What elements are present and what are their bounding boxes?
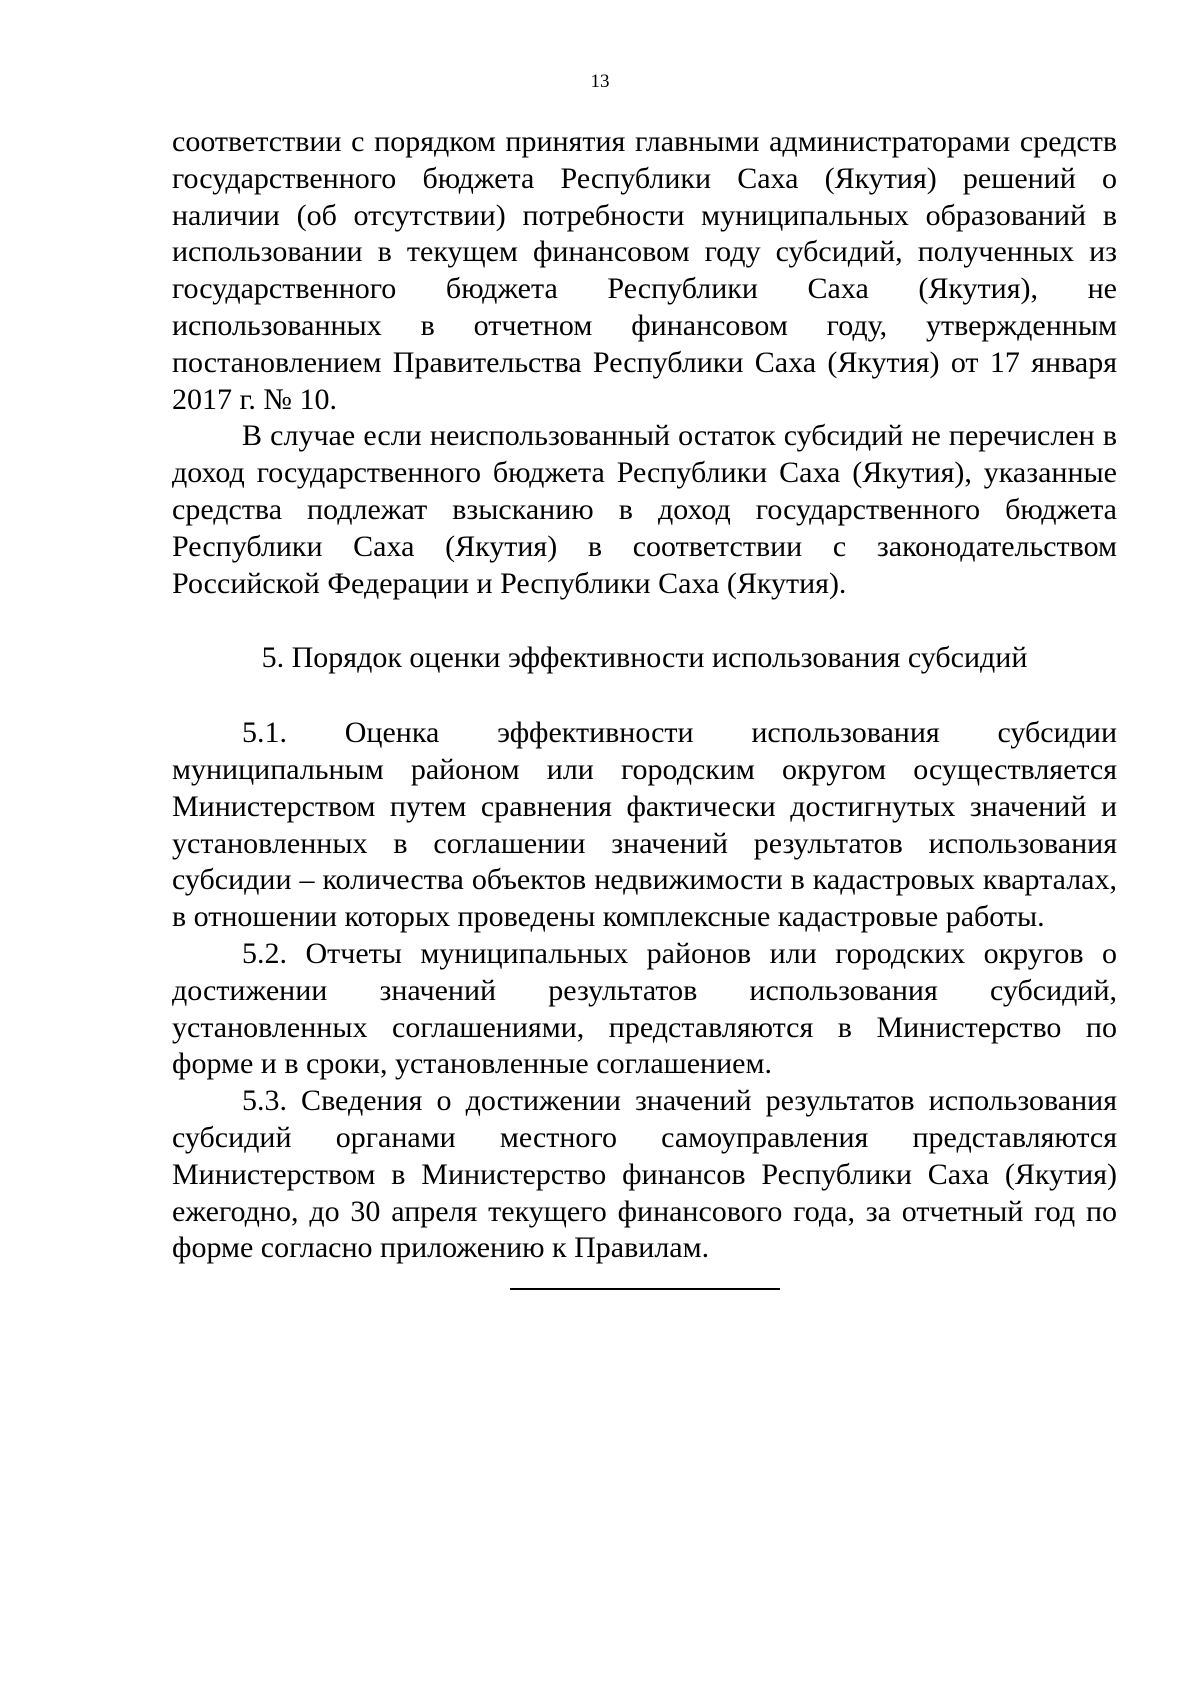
- paragraph-5-2: 5.2. Отчеты муниципальных районов или городских округов о достижении значений результатов использования субсидий, установленных соглашениями, представляются в Министерство по форме и в сроки, установленные соглашением.: [172, 936, 1117, 1081]
- section-heading: 5. Порядок оценки эффективности использования субсидий: [261, 641, 1028, 675]
- paragraph-5-1: 5.1. Оценка эффективности использования субсидии муниципальным районом или городским округом осуществляется Министерством путем сравнения фактически достигнутых значений и установленных в соглашении значений результатов использования субсидии – количества объектов недвижимости в кадастровых кварталах, в отношении которых проведены комплексные кадастровые работы.: [172, 716, 1117, 934]
- closing-divider: [510, 1288, 780, 1290]
- page-number: 13: [590, 71, 610, 92]
- paragraph-unused-balance: В случае если неиспользованный остаток субсидий не перечислен в доход государственного бюджета Республики Саха (Якутия), указанные средства подлежат взысканию в доход государственного бюджета Республики Саха (Якутия) в соответствии с законодательством Российской Федерации и Республики Саха (Якутия).: [172, 419, 1117, 600]
- paragraph-continuation: соответствии с порядком принятия главными администраторами средств государственного бюджета Республики Саха (Якутия) решений о наличии (об отсутствии) потребности муниципальных образований в использовании в текущем финансовом году субсидий, полученных из государственного бюджета Республики Саха (Якутия), не использованных в отчетном финансовом году, утвержденным постановлением Правительства Республики Саха (Якутия) от 17 января 2017 г. № 10.: [172, 125, 1117, 416]
- paragraph-5-3: 5.3. Сведения о достижении значений результатов использования субсидий органами местного самоуправления представляются Министерством в Министерство финансов Республики Саха (Якутия) ежегодно, до 30 апреля текущего финансового года, за отчетный год по форме согласно приложению к Правилам.: [172, 1084, 1117, 1265]
- document-body: [172, 124, 1117, 1267]
